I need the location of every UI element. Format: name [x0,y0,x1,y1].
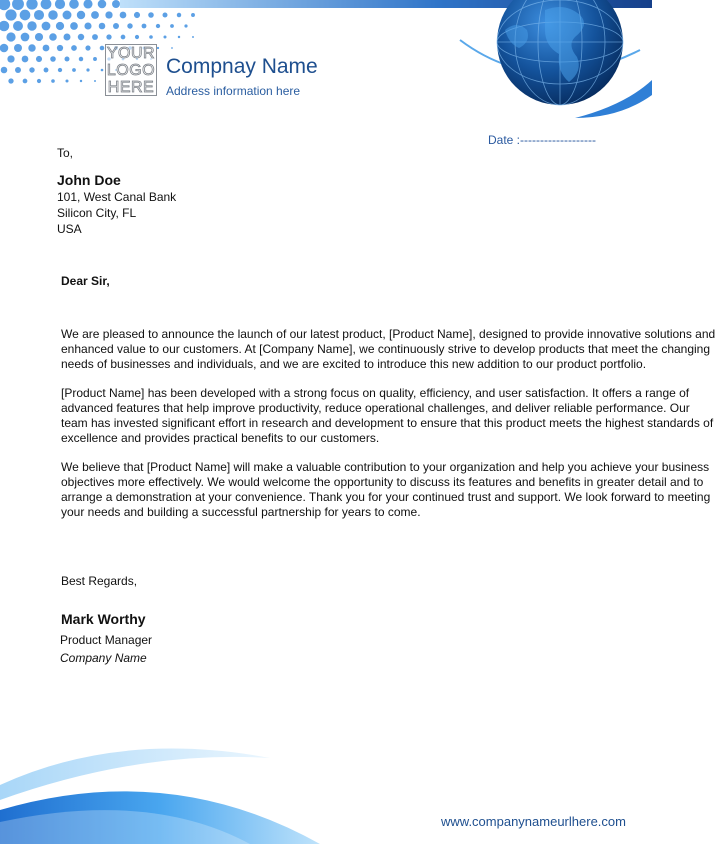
halftone-dot [127,23,132,28]
halftone-dot [170,24,174,28]
halftone-dot [78,34,84,40]
company-name: Compnay Name [166,55,318,78]
halftone-dot [72,68,76,72]
logo-text-line: YOUR [106,45,156,62]
halftone-dot [156,24,160,28]
halftone-dot [63,11,72,20]
halftone-dot [64,56,69,61]
halftone-dot [1,67,8,74]
halftone-dot [69,0,79,9]
halftone-dot [27,21,36,30]
halftone-dot [0,44,8,53]
body-line: advanced features that help improve productivity, reduce operational challenges, and deliver reliable performance. Our [61,400,690,415]
signer-title: Product Manager [60,633,153,647]
halftone-dot [178,36,180,38]
body-paragraph [61,460,711,519]
logo-text-line: HERE [107,79,155,96]
website-url: www.companynameurlhere.com [441,814,626,829]
halftone-dot [184,24,187,27]
halftone-dot [8,78,13,83]
halftone-dot [55,0,65,9]
closing: Best Regards, [61,574,138,588]
halftone-dot [134,12,140,18]
body-line: enhanced value to our customers. At [Company Name], we continuously strive to develop products that meet the changing [61,341,711,356]
halftone-dot [105,11,112,18]
halftone-dot [20,10,31,21]
halftone-dot [192,36,194,38]
halftone-dot [35,33,43,41]
halftone-dot [84,22,91,29]
halftone-dot [135,35,139,39]
halftone-dot [13,21,23,31]
halftone-dot [70,22,78,30]
date-field: Date :------------------- [488,133,596,147]
halftone-dot [171,47,173,49]
halftone-dot [106,34,111,39]
halftone-dot [121,35,126,40]
halftone-dot [43,45,50,52]
halftone-dot [91,11,99,19]
halftone-dot [83,0,92,9]
halftone-dot [0,21,9,32]
address-line: 101, West Canal Bank [57,190,177,204]
halftone-dot [85,45,90,50]
body-line: excellence and provides practical benefits to our customers. [61,430,380,445]
greeting: Dear Sir, [61,274,110,288]
halftone-dot [163,13,168,18]
halftone-dot [92,34,98,40]
halftone-dot [34,10,44,20]
halftone-dot [41,0,52,9]
halftone-dot [98,0,107,8]
body-line: We are pleased to announce the launch of our latest product, [Product Name], designed to provide innovative solutions and [61,327,715,341]
recipient-address [57,189,176,237]
halftone-dot [79,57,83,61]
halftone-dot [21,33,30,42]
halftone-dot [93,57,97,61]
halftone-dot [99,23,106,30]
address-line: Silicon City, FL [57,206,137,220]
halftone-dot [26,0,37,10]
globe-icon [460,0,652,118]
body-line: team has invested significant effort in research and development to ensure that this product meets the highest standards of [61,415,714,430]
halftone-dot [28,44,35,51]
logo-placeholder [105,44,157,96]
halftone-dot [112,0,120,8]
halftone-dot [36,56,42,62]
halftone-dot [37,79,41,83]
halftone-dot [57,45,63,51]
halftone-dot [58,68,62,72]
halftone-dot [51,79,55,83]
logo-text-line: LOGO [106,62,156,79]
halftone-dot [148,12,154,18]
letter-body [61,327,715,534]
halftone-dot [42,22,51,31]
halftone-dot [0,0,10,10]
halftone-dot [77,11,85,19]
halftone-dot [65,79,68,82]
header-decoration [0,0,652,135]
halftone-dot [113,23,119,29]
halftone-dot [12,0,24,10]
body-line: objectives more effectively. We would welcome the opportunity to discuss its features and benefits in greater detail and to [61,474,704,489]
company-address: Address information here [166,84,301,98]
to-label: To, [57,146,74,160]
halftone-dot [163,35,166,38]
halftone-dot [22,56,29,63]
body-line: your needs and building a successful partnership for years to come. [61,504,421,519]
address-line: USA [57,222,82,236]
halftone-dot [149,35,153,39]
halftone-dot [5,9,16,20]
halftone-dot [29,67,34,72]
halftone-dot [15,67,21,73]
halftone-dot [7,55,14,62]
halftone-dot [177,13,181,17]
body-line: arrange a demonstration at your convenience. Thank you for your continued trust and support. We look forward to meeting [61,489,711,504]
halftone-dot [100,46,105,51]
halftone-dot [101,69,104,72]
halftone-dot [94,80,96,82]
halftone-dot [71,45,77,51]
halftone-dot [86,68,89,71]
halftone-dot [49,33,57,41]
halftone-dot [64,34,71,41]
halftone-dot [44,68,49,73]
body-paragraph [61,327,715,371]
halftone-dot [14,44,22,52]
halftone-dot [56,22,64,30]
halftone-dot [23,79,28,84]
halftone-dot [48,10,58,20]
signer-company: Company Name [60,651,147,665]
halftone-dot [6,32,15,41]
body-paragraph [61,386,714,445]
halftone-dot [120,12,127,19]
signer-name: Mark Worthy [61,611,146,627]
halftone-dot [157,47,159,49]
halftone-dot [191,13,195,17]
halftone-dot [80,80,82,82]
halftone-dot [50,56,56,62]
body-line: needs of businesses and individuals, and we are excited to introduce this new addition to our product portfolio. [61,356,647,371]
body-line: [Product Name] has been developed with a strong focus on quality, efficiency, and user satisfaction. It offers a range of [61,386,690,401]
halftone-dot [142,24,147,29]
recipient-name: John Doe [57,172,121,188]
body-line: We believe that [Product Name] will make a valuable contribution to your organization and help you achieve your business [61,460,710,475]
